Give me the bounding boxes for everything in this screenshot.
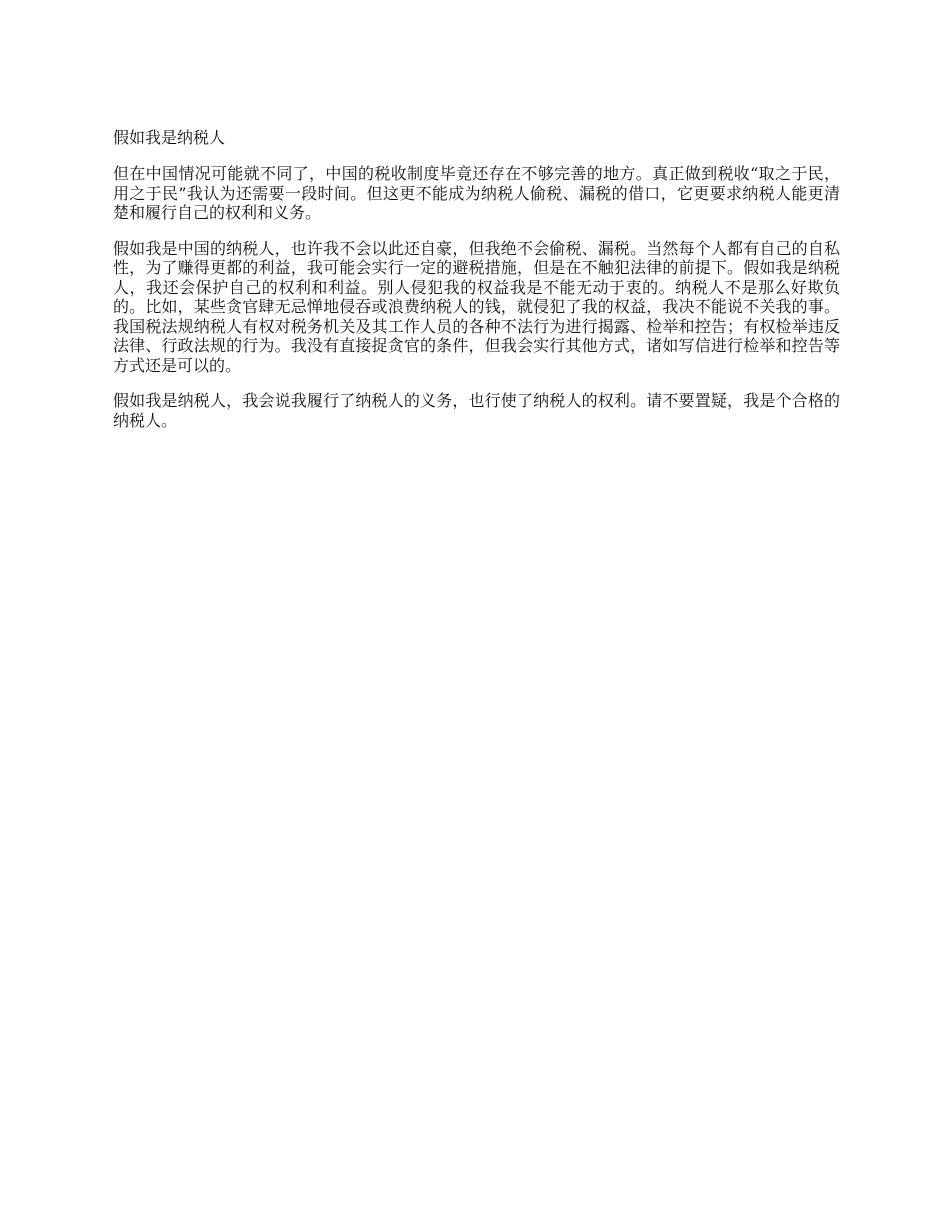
document-title: 假如我是纳税人 bbox=[113, 128, 226, 147]
paragraph-1: 但在中国情况可能就不同了，中国的税收制度毕竟还存在不够完善的地方。真正做到税收“取之于民，用之于民”我认为还需要一段时间。但这更不能成为纳税人偷税、漏税的借口，它更要求纳税人能更清楚和履行自己的权利和义务。 bbox=[113, 164, 840, 222]
document-page bbox=[113, 128, 840, 446]
paragraph-3: 假如我是纳税人，我会说我履行了纳税人的义务，也行使了纳税人的权利。请不要置疑，我是个合格的纳税人。 bbox=[113, 391, 840, 430]
paragraph-2: 假如我是中国的纳税人，也许我不会以此还自豪，但我绝不会偷税、漏税。当然每个人都有自己的自私性，为了赚得更都的利益，我可能会实行一定的避税措施，但是在不触犯法律的前提下。假如我是纳税人，我还会保护自己的权利和利益。别人侵犯我的权益我是不能无动于衷的。纳税人不是那么好欺负的。比如，某些贪官肆无忌惮地侵吞或浪费纳税人的钱，就侵犯了我的权益，我决不能说不关我的事。我国税法规纳税人有权对税务机关及其工作人员的各种不法行为进行揭露、检举和控告；有权检举违反法律、行政法规的行为。我没有直接捉贪官的条件，但我会实行其他方式，诸如写信进行检举和控告等方式还是可以的。 bbox=[113, 238, 840, 375]
